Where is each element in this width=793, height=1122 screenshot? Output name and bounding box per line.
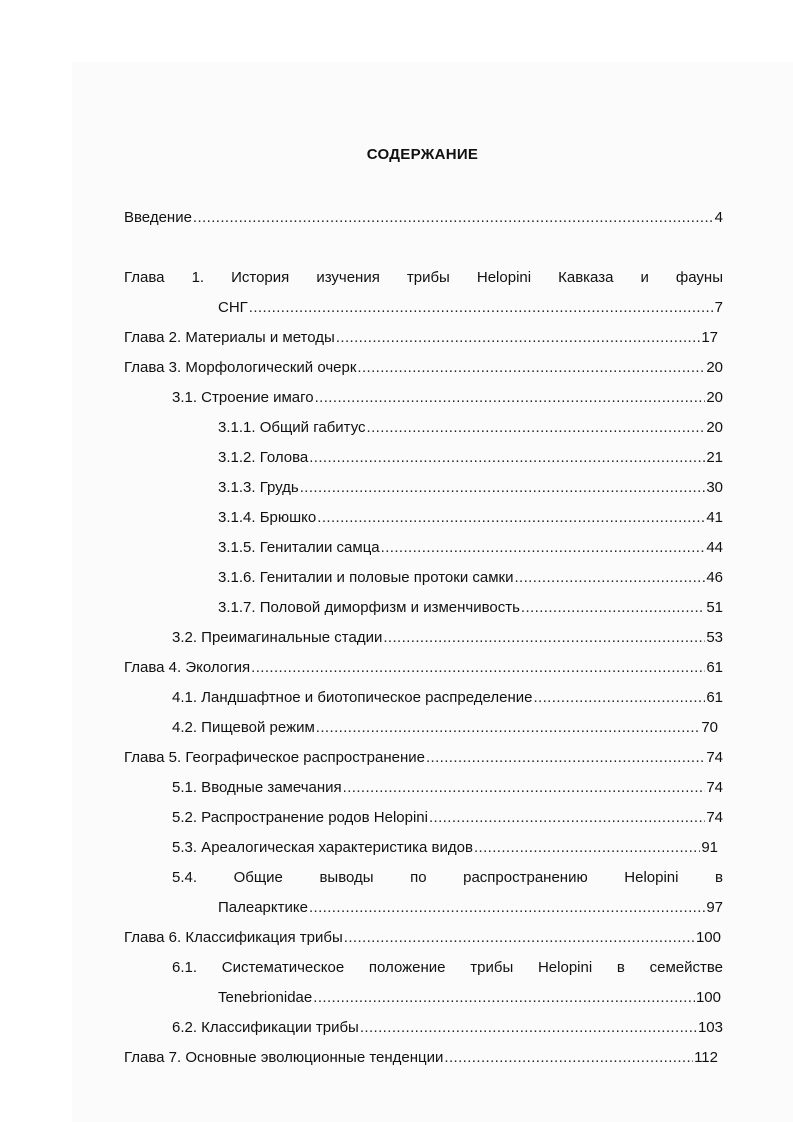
- toc-entry-s3-1: [172, 388, 723, 408]
- toc-leader-dots: [336, 328, 701, 348]
- toc-entry-page: 44: [706, 539, 723, 556]
- toc-entry-page: 61: [706, 659, 723, 676]
- toc-leader-dots: [514, 568, 705, 588]
- toc-entry-s6-2: [172, 1018, 723, 1038]
- toc-leader-dots: [381, 538, 706, 558]
- toc-entry-page: 4: [714, 209, 723, 226]
- toc-entry-page: 17: [701, 329, 718, 346]
- toc-entry-ch2: [124, 328, 718, 348]
- toc-entry-page: 112: [694, 1049, 718, 1066]
- page-title: СОДЕРЖАНИЕ: [366, 146, 479, 163]
- toc-entry-label: 3.1.3. Грудь: [218, 479, 299, 496]
- toc-leader-dots: [383, 628, 705, 648]
- toc-entry-label: 3.1.4. Брюшко: [218, 509, 317, 526]
- toc-leader-dots: [521, 598, 705, 618]
- toc-entry-s6-1: [218, 988, 721, 1008]
- toc-entry-label: СНГ: [218, 299, 248, 316]
- toc-leader-dots: [300, 478, 706, 498]
- toc-entry-label: 5.3. Ареалогическая характеристика видов: [172, 839, 473, 856]
- toc-entry-label: 5.1. Вводные замечания: [172, 779, 342, 796]
- toc-entry-page: 46: [706, 569, 723, 586]
- toc-word: в: [715, 869, 723, 886]
- toc-entry-s5-4-line1: [172, 868, 723, 888]
- toc-word: по: [410, 869, 427, 886]
- toc-entry-label: 3.2. Преимагинальные стадии: [172, 629, 383, 646]
- toc-entry-page: 97: [706, 899, 723, 916]
- toc-leader-dots: [309, 898, 705, 918]
- toc-entry-s4-1: [172, 688, 723, 708]
- toc-leader-dots: [309, 448, 705, 468]
- toc-word: Глава: [124, 269, 165, 286]
- toc-entry-label: Глава 3. Морфологический очерк: [124, 359, 357, 376]
- toc-entry-page: 91: [701, 839, 718, 856]
- toc-entry-ch6: [124, 928, 721, 948]
- toc-entry-page: 70: [701, 719, 718, 736]
- toc-entry-s5-2: [172, 808, 723, 828]
- toc-entry-page: 53: [706, 629, 723, 646]
- toc-entry-label: 3.1. Строение имаго: [172, 389, 314, 406]
- toc-word: трибы: [406, 269, 450, 286]
- toc-entry-label: 3.1.6. Гениталии и половые протоки самки: [218, 569, 514, 586]
- toc-leader-dots: [360, 1018, 697, 1038]
- toc-entry-label: Глава 4. Экология: [124, 659, 251, 676]
- toc-word: и: [640, 269, 649, 286]
- toc-entry-page: 20: [706, 389, 723, 406]
- toc-entry-s3-1-3: [218, 478, 723, 498]
- toc-entry-label: 5.2. Распространение родов Helopini: [172, 809, 428, 826]
- toc-entry-s4-2: [172, 718, 718, 738]
- toc-entry-s3-1-1: [218, 418, 723, 438]
- toc-entry-s3-1-2: [218, 448, 723, 468]
- toc-entry-s3-1-6: [218, 568, 723, 588]
- toc-word: положение: [368, 959, 446, 976]
- toc-leader-dots: [343, 778, 706, 798]
- toc-word: семействе: [649, 959, 723, 976]
- toc-word: фауны: [675, 269, 723, 286]
- toc-word: трибы: [470, 959, 514, 976]
- toc-entry-page: 41: [706, 509, 723, 526]
- toc-word: 5.4.: [172, 869, 198, 886]
- toc-entry-page: 100: [695, 929, 721, 946]
- toc-word: изучения: [316, 269, 380, 286]
- toc-entry-page: 30: [706, 479, 723, 496]
- toc-entry-s3-1-4: [218, 508, 723, 528]
- toc-leader-dots: [193, 208, 714, 228]
- toc-entry-label: Глава 5. Географическое распространение: [124, 749, 425, 766]
- toc-leader-dots: [474, 838, 700, 858]
- toc-entry-s5-4: [218, 898, 723, 918]
- toc-entry-page: 7: [714, 299, 723, 316]
- toc-entry-ch5: [124, 748, 723, 768]
- toc-leader-dots: [249, 298, 714, 318]
- toc-leader-dots: [316, 718, 701, 738]
- toc-leader-dots: [429, 808, 705, 828]
- toc-entry-page: 74: [706, 749, 723, 766]
- toc-entry-ch3: [124, 358, 723, 378]
- toc-entry-page: 100: [695, 989, 721, 1006]
- toc-entry-ch7: [124, 1048, 718, 1068]
- toc-entry-page: 20: [706, 419, 723, 436]
- toc-word: Общие: [233, 869, 283, 886]
- toc-entry-label: Палеарктике: [218, 899, 308, 916]
- toc-entry-label: Tenebrionidae: [218, 989, 313, 1006]
- toc-entry-label: 4.1. Ландшафтное и биотопическое распределение: [172, 689, 533, 706]
- toc-leader-dots: [533, 688, 705, 708]
- toc-leader-dots: [315, 388, 706, 408]
- toc-word: распространению: [463, 869, 588, 886]
- toc-entry-page: 20: [706, 359, 723, 376]
- toc-word: Helopini: [476, 269, 532, 286]
- toc-entry-ch4: [124, 658, 723, 678]
- toc-entry-page: 61: [706, 689, 723, 706]
- toc-word: Кавказа: [558, 269, 614, 286]
- toc-leader-dots: [344, 928, 695, 948]
- toc-entry-label: 3.1.2. Голова: [218, 449, 309, 466]
- toc-leader-dots: [251, 658, 705, 678]
- toc-entry-s3-1-5: [218, 538, 723, 558]
- toc-entry-page: 74: [706, 779, 723, 796]
- toc-word: История: [231, 269, 290, 286]
- toc-entry-ch1: [218, 298, 723, 318]
- toc-leader-dots: [367, 418, 706, 438]
- toc-word: в: [616, 959, 625, 976]
- toc-entry-page: 51: [706, 599, 723, 616]
- toc-entry-label: 6.2. Классификации трибы: [172, 1019, 359, 1036]
- toc-leader-dots: [313, 988, 695, 1008]
- toc-entry-intro: [124, 208, 723, 228]
- toc-entry-page: 21: [706, 449, 723, 466]
- toc-entry-s5-1: [172, 778, 723, 798]
- toc-leader-dots: [444, 1048, 693, 1068]
- toc-entry-label: 3.1.1. Общий габитус: [218, 419, 366, 436]
- toc-leader-dots: [317, 508, 705, 528]
- toc-entry-page: 74: [706, 809, 723, 826]
- toc-word: Helopini: [624, 869, 679, 886]
- toc-word: выводы: [319, 869, 374, 886]
- toc-entry-label: Глава 6. Классификация трибы: [124, 929, 343, 946]
- toc-word: 6.1.: [172, 959, 198, 976]
- toc-entry-label: 4.2. Пищевой режим: [172, 719, 315, 736]
- toc-entry-label: Введение: [124, 209, 192, 226]
- toc-leader-dots: [426, 748, 705, 768]
- toc-word: 1.: [191, 269, 205, 286]
- toc-word: Систематическое: [221, 959, 345, 976]
- toc-entry-label: Глава 2. Материалы и методы: [124, 329, 335, 346]
- toc-entry-label: 3.1.7. Половой диморфизм и изменчивость: [218, 599, 520, 616]
- toc-entry-s3-2: [172, 628, 723, 648]
- toc-entry-s6-1-line1: [172, 958, 723, 978]
- toc-entry-label: Глава 7. Основные эволюционные тенденции: [124, 1049, 444, 1066]
- toc-entry-ch1-line1: [124, 268, 723, 288]
- toc-word: Helopini: [537, 959, 593, 976]
- toc-entry-label: 3.1.5. Гениталии самца: [218, 539, 380, 556]
- toc-leader-dots: [357, 358, 705, 378]
- toc-entry-page: 103: [697, 1019, 723, 1036]
- toc-entry-s5-3: [172, 838, 718, 858]
- toc-entry-s3-1-7: [218, 598, 723, 618]
